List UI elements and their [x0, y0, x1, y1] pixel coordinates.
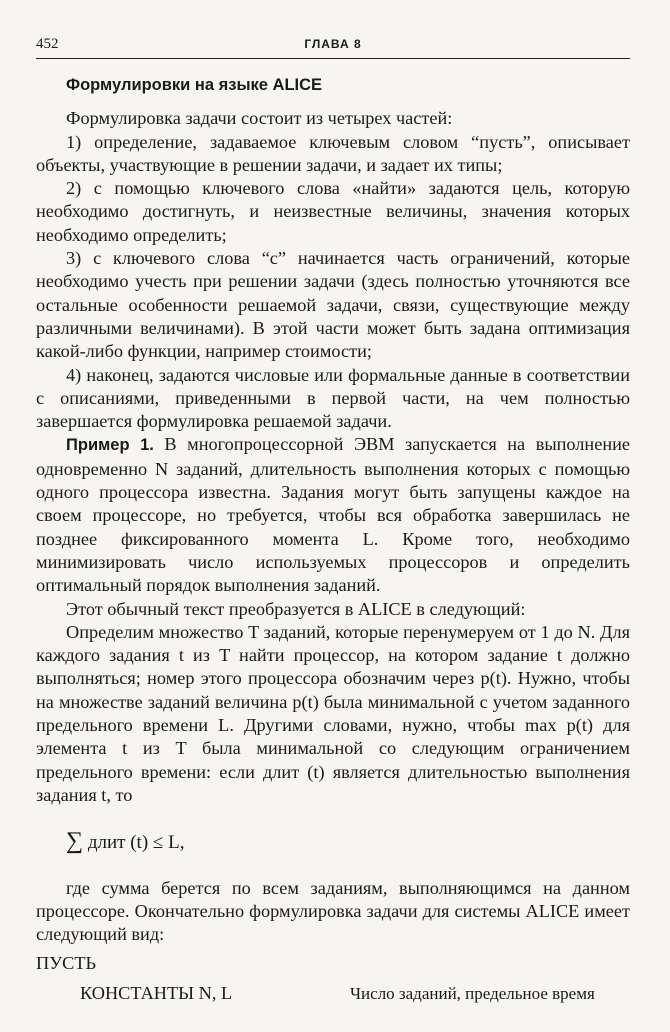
header-rule: [36, 58, 630, 59]
formula-expression: длит (t) ≤ L,: [83, 832, 185, 854]
declaration-comment: Число заданий, предельное время: [350, 983, 595, 1003]
paragraph-item-4: 4) наконец, задаются числовые или формальные данные в соответствии с описаниями, приведенными в первой части, на чем полностью завершается формулировка решаемой задачи.: [36, 364, 630, 432]
declaration-keyword: КОНСТАНТЫ N, L: [80, 982, 233, 1003]
page-header: [36, 36, 630, 56]
paragraph-transform: Этот обычный текст преобразуется в ALICE в следующий:: [66, 598, 526, 619]
page-number: 452: [36, 36, 59, 52]
paragraph-summary: где сумма берется по всем заданиям, выполняющимся на данном процессоре. Окончательно формулировка задачи для системы ALICE имеет следующий вид:: [36, 877, 630, 945]
paragraph-intro: Формулировка задачи состоит из четырех частей:: [66, 108, 453, 129]
paragraph-item-2: 2) с помощью ключевого слова «найти» задаются цель, которую необходимо достигнуть, и неизвестные величины, значения которых необходимо определить;: [36, 178, 630, 245]
declaration-row: [36, 982, 630, 1032]
paragraph-item-1: 1) определение, задаваемое ключевым словом “пусть”, описывает объекты, участвующие в решении задачи, и задает их типы;: [36, 131, 630, 175]
example-text: В многопроцессорной ЭВМ запускается на выполнение одновременно N заданий, длительность выполнения которых с помощью одного процессора известна. Задания могут быть запущены каждое на своем процессоре, но требуется, чтобы вся обработка завершилась не позднее фиксированного момента L. Кроме того, необходимо минимизировать число используемых процессоров и определить оптимальный порядок выполнения заданий.: [36, 434, 630, 596]
declaration-title: ПУСТЬ: [36, 953, 97, 974]
section-heading: Формулировки на языке ALICE: [66, 76, 323, 94]
example-label: Пример 1.: [66, 436, 154, 455]
paragraph-item-3: 3) с ключевого слова “с” начинается часть ограничений, которые необходимо учесть при решении задачи (здесь полностью уточняются все остальные особенности решаемой задачи, связи, существующие между различными величинами). В этой части может быть задана оптимизация какой-либо функции, например стоимости;: [36, 248, 630, 362]
chapter-title: ГЛАВА 8: [304, 37, 362, 51]
sum-formula: [66, 830, 630, 854]
body-text: [36, 74, 630, 1032]
sigma-symbol: ∑: [66, 828, 84, 855]
paragraph-definition: Определим множество T заданий, которые перенумеруем от 1 до N. Для каждого задания t из T найти процессор, на котором задание t должно выполняться; номер этого процессора обозначим через p(t). Нужно, чтобы на множестве заданий величина p(t) была минимальной с учетом заданного предельного времени L. Другими словами, нужно, чтобы max p(t) для элемента t из T была минимальной со следующим ограничением предельного времени: если длит (t) является длительностью выполнения задания t, то: [36, 621, 630, 805]
paragraph-example: [36, 433, 630, 597]
